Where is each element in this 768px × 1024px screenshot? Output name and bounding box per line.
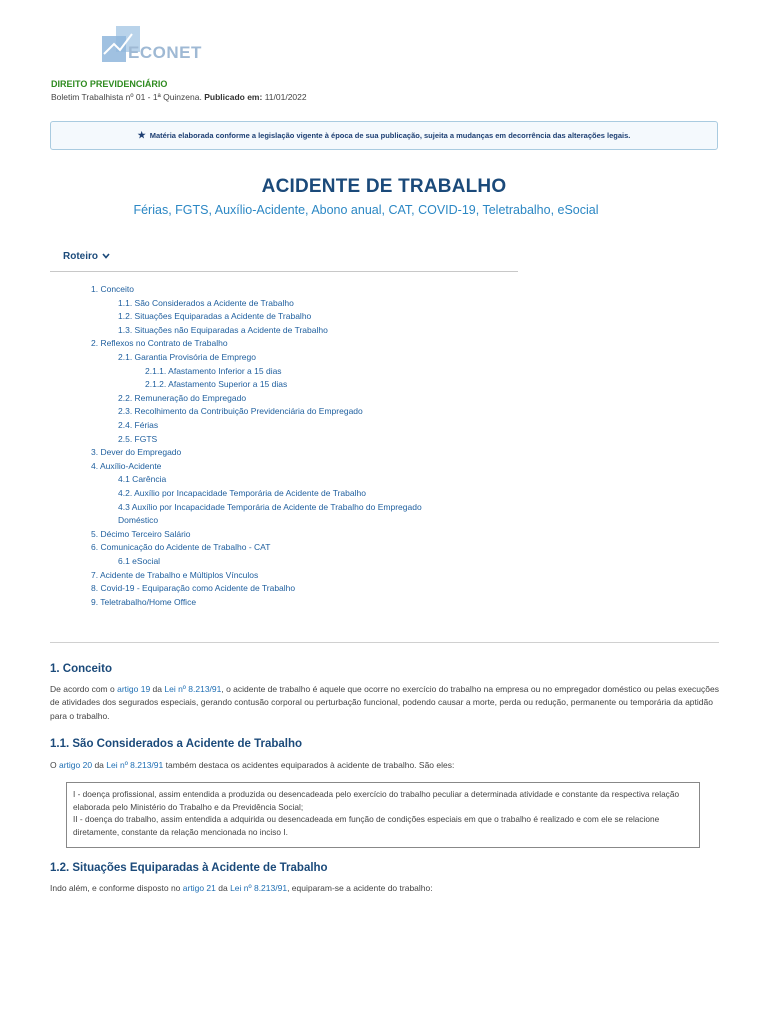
- text: , equiparam-se a acidente do trabalho:: [287, 883, 433, 893]
- text: O: [50, 760, 59, 770]
- quote-item: II - doença do trabalho, assim entendida a adquirida ou desencadeada em função de condições especiais em que o trabalho é realizado e com ele se relacione diretamente, constante da relação mencionada no inciso I.: [73, 814, 660, 837]
- roteiro-divider: [50, 271, 518, 272]
- toc-item[interactable]: 8. Covid-19 - Equiparação como Acidente de Trabalho: [91, 583, 296, 594]
- toc-item[interactable]: 1.2. Situações Equiparadas a Acidente de Trabalho: [118, 311, 312, 322]
- text: da: [150, 684, 165, 694]
- toc-item[interactable]: 4.2. Auxílio por Incapacidade Temporária de Acidente de Trabalho: [118, 488, 366, 498]
- roteiro-label: Roteiro: [63, 251, 98, 262]
- paragraph-conceito: [50, 683, 720, 723]
- toc-item[interactable]: 1. Conceito: [91, 284, 134, 294]
- link-artigo-21[interactable]: artigo 21: [182, 883, 216, 893]
- toc-item[interactable]: 1.1. São Considerados a Acidente de Trabalho: [118, 297, 294, 308]
- toc-item[interactable]: 2.4. Férias: [118, 420, 159, 430]
- roteiro-toggle[interactable]: [63, 251, 110, 262]
- toc-item[interactable]: 2.3. Recolhimento da Contribuição Previdenciária do Empregado: [118, 406, 363, 417]
- toc-item[interactable]: 2.2. Remuneração do Empregado: [118, 392, 247, 403]
- document-title: ACIDENTE DE TRABALHO: [261, 176, 507, 197]
- toc-item[interactable]: 1.3. Situações não Equiparadas a Acidente de Trabalho: [118, 324, 328, 335]
- text: da: [92, 760, 107, 770]
- content-divider: [50, 642, 719, 643]
- link-artigo-20[interactable]: artigo 20: [58, 760, 93, 770]
- toc-item[interactable]: 6.1 eSocial: [118, 556, 161, 566]
- toc-item[interactable]: 2.5. FGTS: [118, 433, 158, 444]
- bulletin-info: [51, 92, 307, 102]
- chevron-down-icon: [102, 253, 110, 259]
- toc-item[interactable]: 9. Teletrabalho/Home Office: [91, 596, 197, 607]
- toc-item[interactable]: Doméstico: [118, 515, 159, 526]
- document-subtitle: Férias, FGTS, Auxílio-Acidente, Abono anual, CAT, COVID-19, Teletrabalho, eSocial: [133, 203, 599, 217]
- text: , o acidente de trabalho é aquele que ocorre no exercício do trabalho na empresa ou no empregador doméstico ou pelas execuções de atividades dos segurados especiais, gerando contusão corporal ou perturbação funcional, podendo causar a morte, perda ou redução, permanente ou temporária da aptidão para o trabalho.: [50, 684, 719, 721]
- quote-item: I - doença profissional, assim entendida a produzida ou desencadeada pelo exercício do trabalho peculiar a determinada atividade e constante da respectiva relação elaborada pelo Ministério do Trabalho e da Previdência Social;: [73, 789, 680, 812]
- paragraph-equiparadas: [50, 882, 720, 895]
- toc-item[interactable]: 5. Décimo Terceiro Salário: [91, 528, 191, 539]
- toc-item[interactable]: 7. Acidente de Trabalho e Múltiplos Vínculos: [91, 569, 259, 580]
- text: da: [215, 883, 231, 893]
- text: De acordo com o: [50, 684, 118, 694]
- toc-item[interactable]: 2.1. Garantia Provisória de Emprego: [118, 352, 256, 362]
- paragraph-considerados: [50, 759, 720, 772]
- link-lei-8213[interactable]: Lei nº 8.213/91: [106, 760, 164, 770]
- toc-item[interactable]: 2.1.1. Afastamento Inferior a 15 dias: [145, 365, 282, 376]
- section-tag: DIREITO PREVIDENCIÁRIO: [51, 79, 168, 89]
- text: também destaca os acidentes equiparados à acidente de trabalho. São eles:: [163, 760, 455, 770]
- toc-item[interactable]: 4.1 Carência: [118, 474, 167, 485]
- bulletin-prefix: Boletim Trabalhista nº 01 - 1ª Quinzena.: [51, 92, 202, 102]
- text: Indo além, e conforme disposto no: [50, 883, 183, 893]
- section-heading-considerados: 1.1. São Considerados a Acidente de Trabalho: [50, 738, 303, 750]
- link-lei-8213[interactable]: Lei nº 8.213/91: [230, 883, 288, 893]
- section-heading-equiparadas: 1.2. Situações Equiparadas à Acidente de Trabalho: [50, 862, 328, 874]
- toc-item[interactable]: 4.3 Auxílio por Incapacidade Temporária de Acidente de Trabalho do Empregado: [118, 501, 422, 512]
- link-lei-8213[interactable]: Lei nº 8.213/91: [164, 684, 222, 694]
- legislation-notice: [50, 121, 718, 150]
- toc-item[interactable]: 2.1.2. Afastamento Superior a 15 dias: [145, 379, 288, 390]
- published-date: 11/01/2022: [264, 92, 307, 102]
- law-quote-box: [66, 782, 700, 848]
- toc-item[interactable]: 3. Dever do Empregado: [91, 447, 182, 458]
- section-heading-conceito: 1. Conceito: [50, 663, 112, 675]
- toc-item[interactable]: 2. Reflexos no Contrato de Trabalho: [91, 338, 228, 349]
- published-label: Publicado em:: [204, 92, 263, 102]
- link-artigo-19[interactable]: artigo 19: [117, 684, 151, 694]
- notice-text: Matéria elaborada conforme a legislação vigente à época de sua publicação, sujeita a mudanças em decorrência das alterações legais.: [149, 131, 631, 140]
- toc-item[interactable]: 4. Auxílio-Acidente: [91, 460, 162, 471]
- svg-text:ECONET: ECONET: [128, 43, 202, 62]
- star-icon: ★: [137, 130, 146, 140]
- toc-item[interactable]: 6. Comunicação do Acidente de Trabalho - CAT: [91, 542, 271, 553]
- econet-logo: [98, 24, 228, 66]
